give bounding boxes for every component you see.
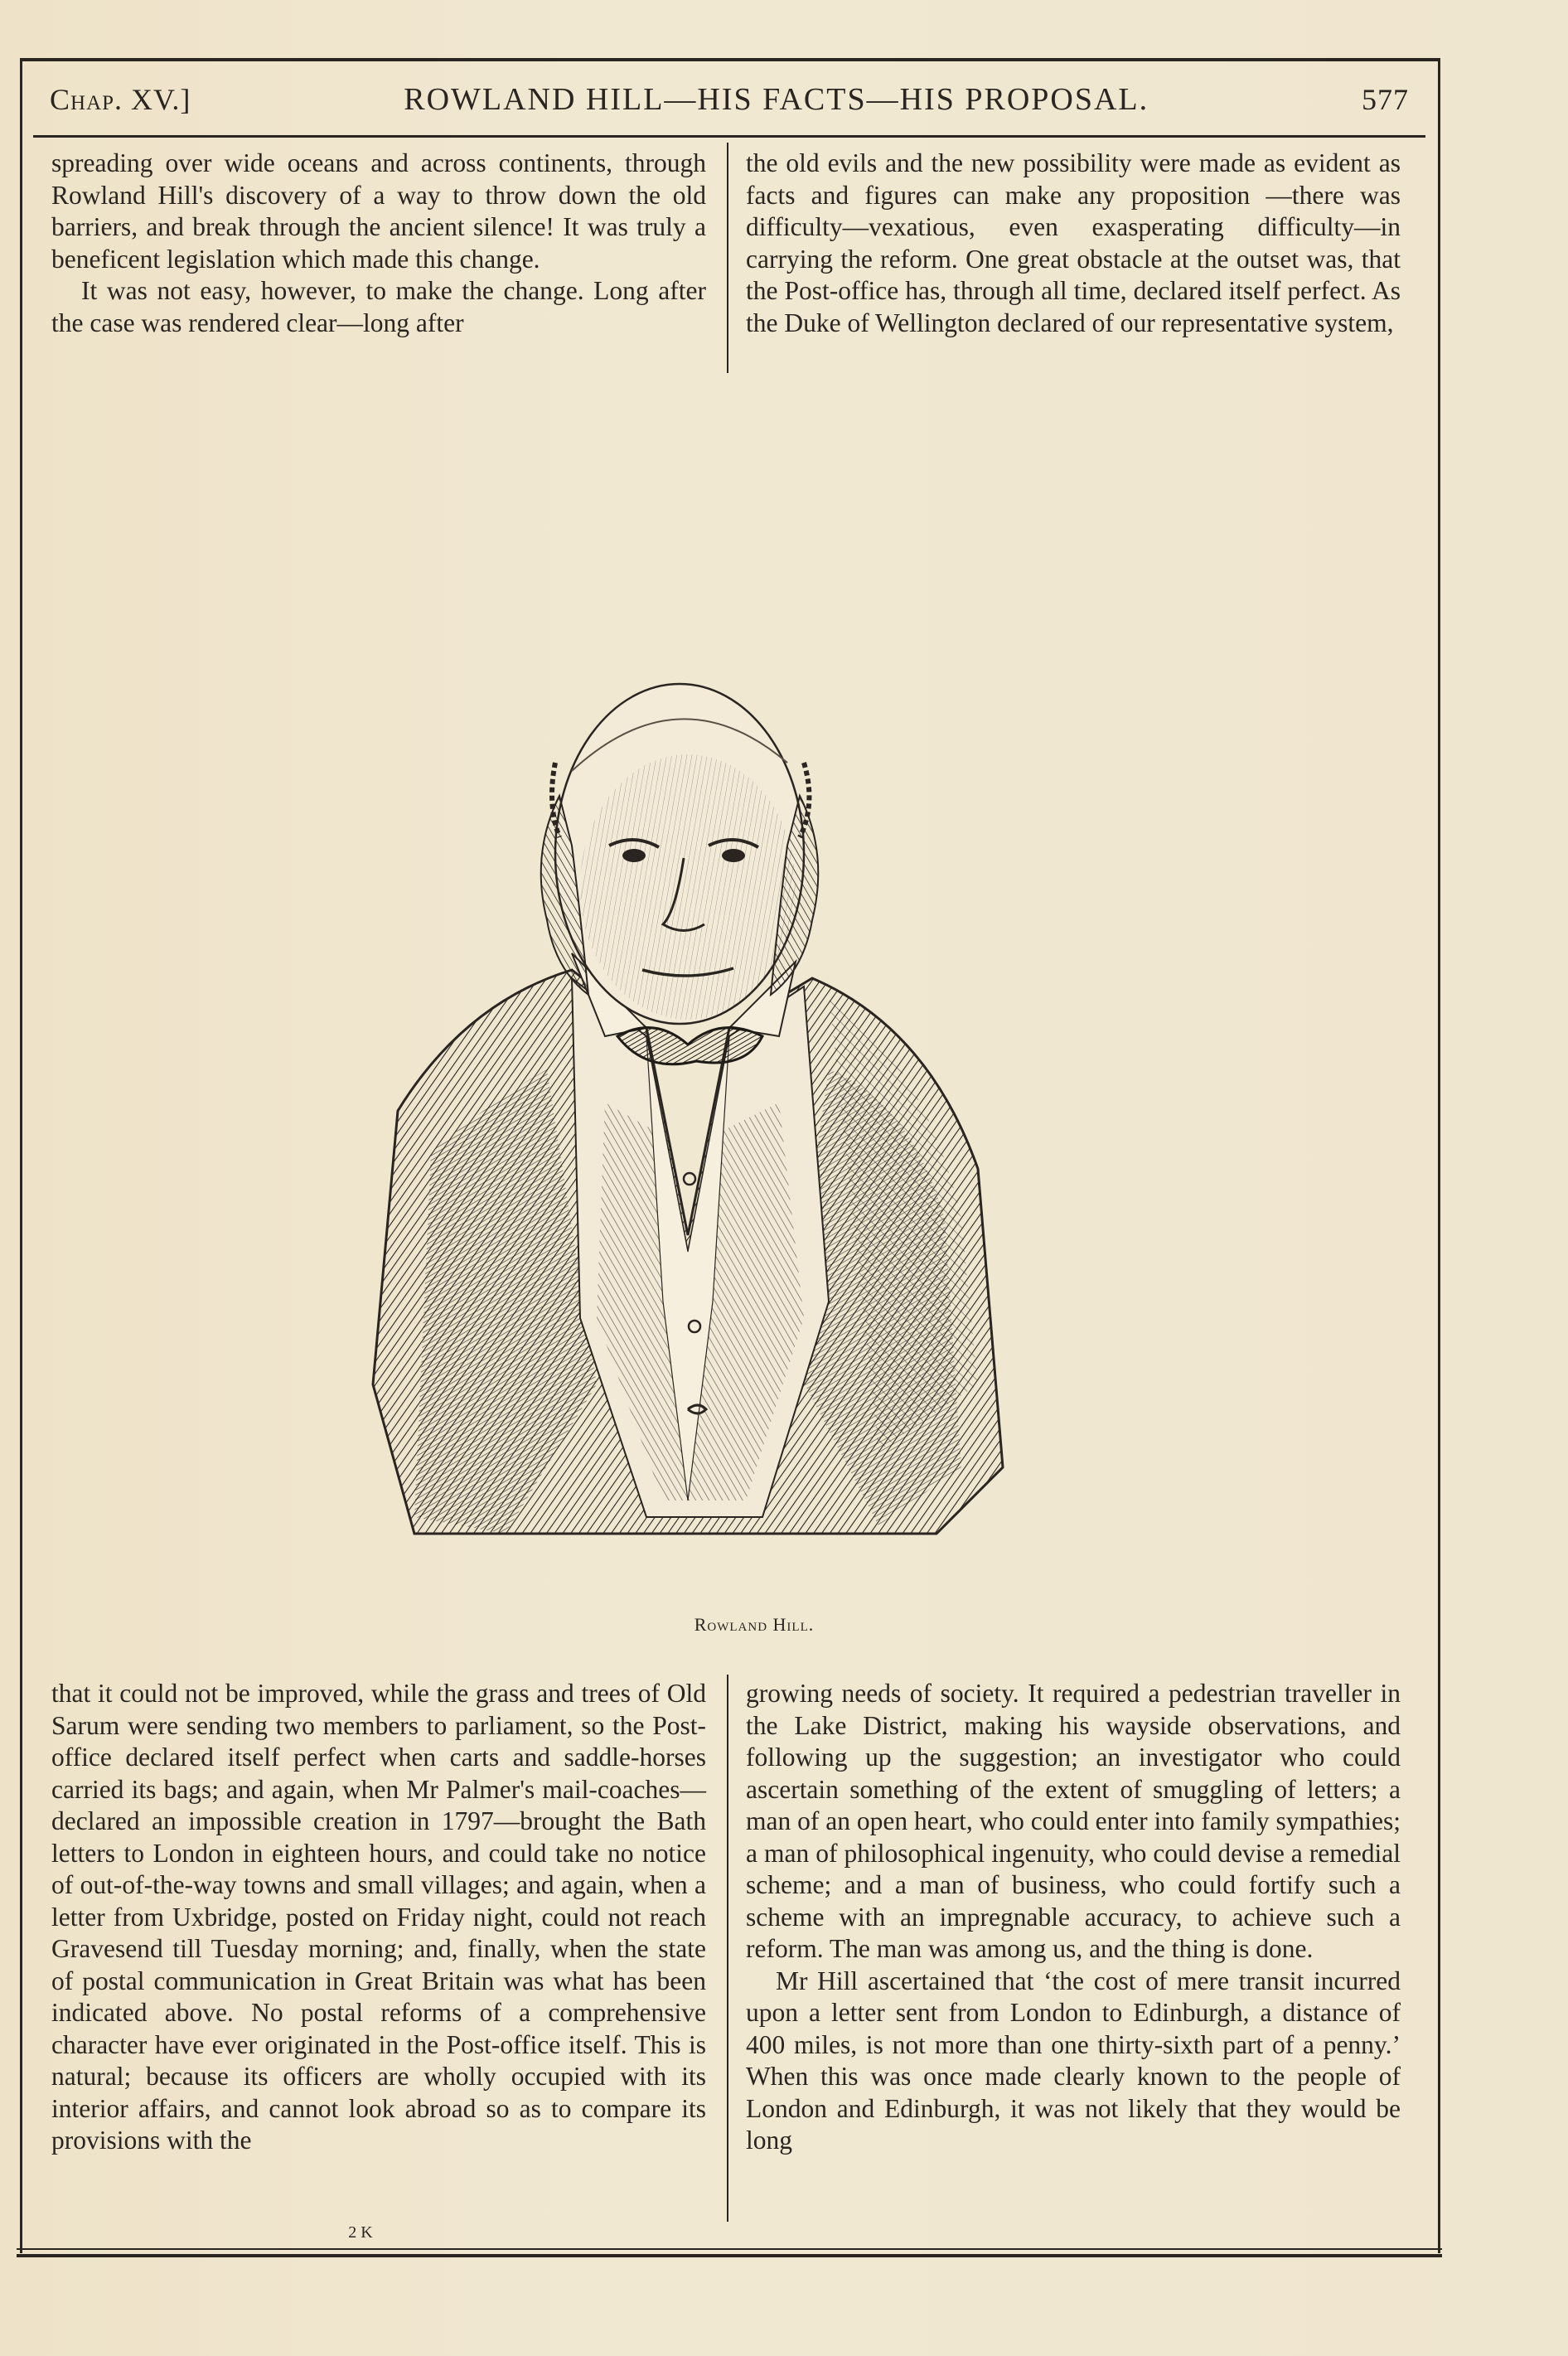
column-divider (727, 143, 728, 373)
portrait-engraving (298, 638, 1094, 1550)
paragraph: It was not easy, however, to make the change. Long after the case was rendered clear—long after (51, 276, 706, 337)
paragraph: that it could not be improved, while the grass and trees of Old Sarum were sending two members to parliament, so the Post-office declared itself perfect when carts and saddle-horses carried its bags; and again, when Mr Palmer's mail-coaches—declared an impossible creation in 1797—brought the Bath letters to London in eighteen hours, and could take no notice of out-of-the-way towns and small villages; and again, when a letter from Uxbridge, posted on Friday night, could not reach Gravesend till Tuesday morning; and, finally, when the state of postal communication in Great Britain was what has been indicated above. No postal reforms of a comprehensive character have ever originated in the Post-office itself. This is natural; because its officers are wholly occupied with its interior affairs, and cannot look abroad so as to compare its provisions with the (51, 1679, 706, 2155)
running-header (50, 81, 1409, 129)
paragraph: spreading over wide oceans and across continents, through Rowland Hill's discovery of a way to throw down the old barriers, and break through the ancient silence! It was truly a beneficent legislation which made this change. (51, 148, 706, 274)
bottom-rule (17, 2254, 1442, 2257)
bottom-rule (17, 2248, 1442, 2250)
paragraph: growing needs of society. It required a pedestrian traveller in the Lake District, making his wayside observations, and following up the suggestion; an investigator who could ascertain something of the extent of smuggling of letters; a man of an open heart, who could enter into family sympathies; a man of philosophical ingenuity, who could devise a remedial scheme; and a man of business, who could fortify such a scheme with an impregnable accuracy, to achieve such a reform. The man was among us, and the thing is done. (746, 1679, 1401, 1963)
chapter-label: Chap. XV.] (50, 83, 191, 116)
printer-signature: 2 K (348, 2223, 373, 2242)
page-number: 577 (1361, 83, 1409, 116)
top-right-column (746, 148, 1401, 339)
paragraph: Mr Hill ascertained that ‘the cost of mere transit incurred upon a letter sent from London to Edinburgh, a distance of 400 miles, is not more than one thirty-sixth part of a penny.’ When this was once made clearly known to the people of London and Edinburgh, it was not likely that they would be long (746, 1966, 1401, 2155)
bottom-right-column (746, 1678, 1401, 2157)
running-title: ROWLAND HILL—HIS FACTS—HIS PROPOSAL. (404, 82, 1149, 117)
bottom-left-column (51, 1678, 706, 2157)
header-rule (33, 135, 1425, 138)
top-left-column (51, 148, 706, 339)
figure-caption: Rowland Hill. (694, 1614, 815, 1635)
paragraph: the old evils and the new possibility were made as evident as facts and figures can make any proposition —there was difficulty—vexatious, even exasperating difficulty—in carrying the reform. One great obstacle at the outset was, that the Post-office has, through all time, declared itself perfect. As the Duke of Wellington declared of our representative system, (746, 148, 1401, 337)
column-divider (727, 1675, 728, 2222)
